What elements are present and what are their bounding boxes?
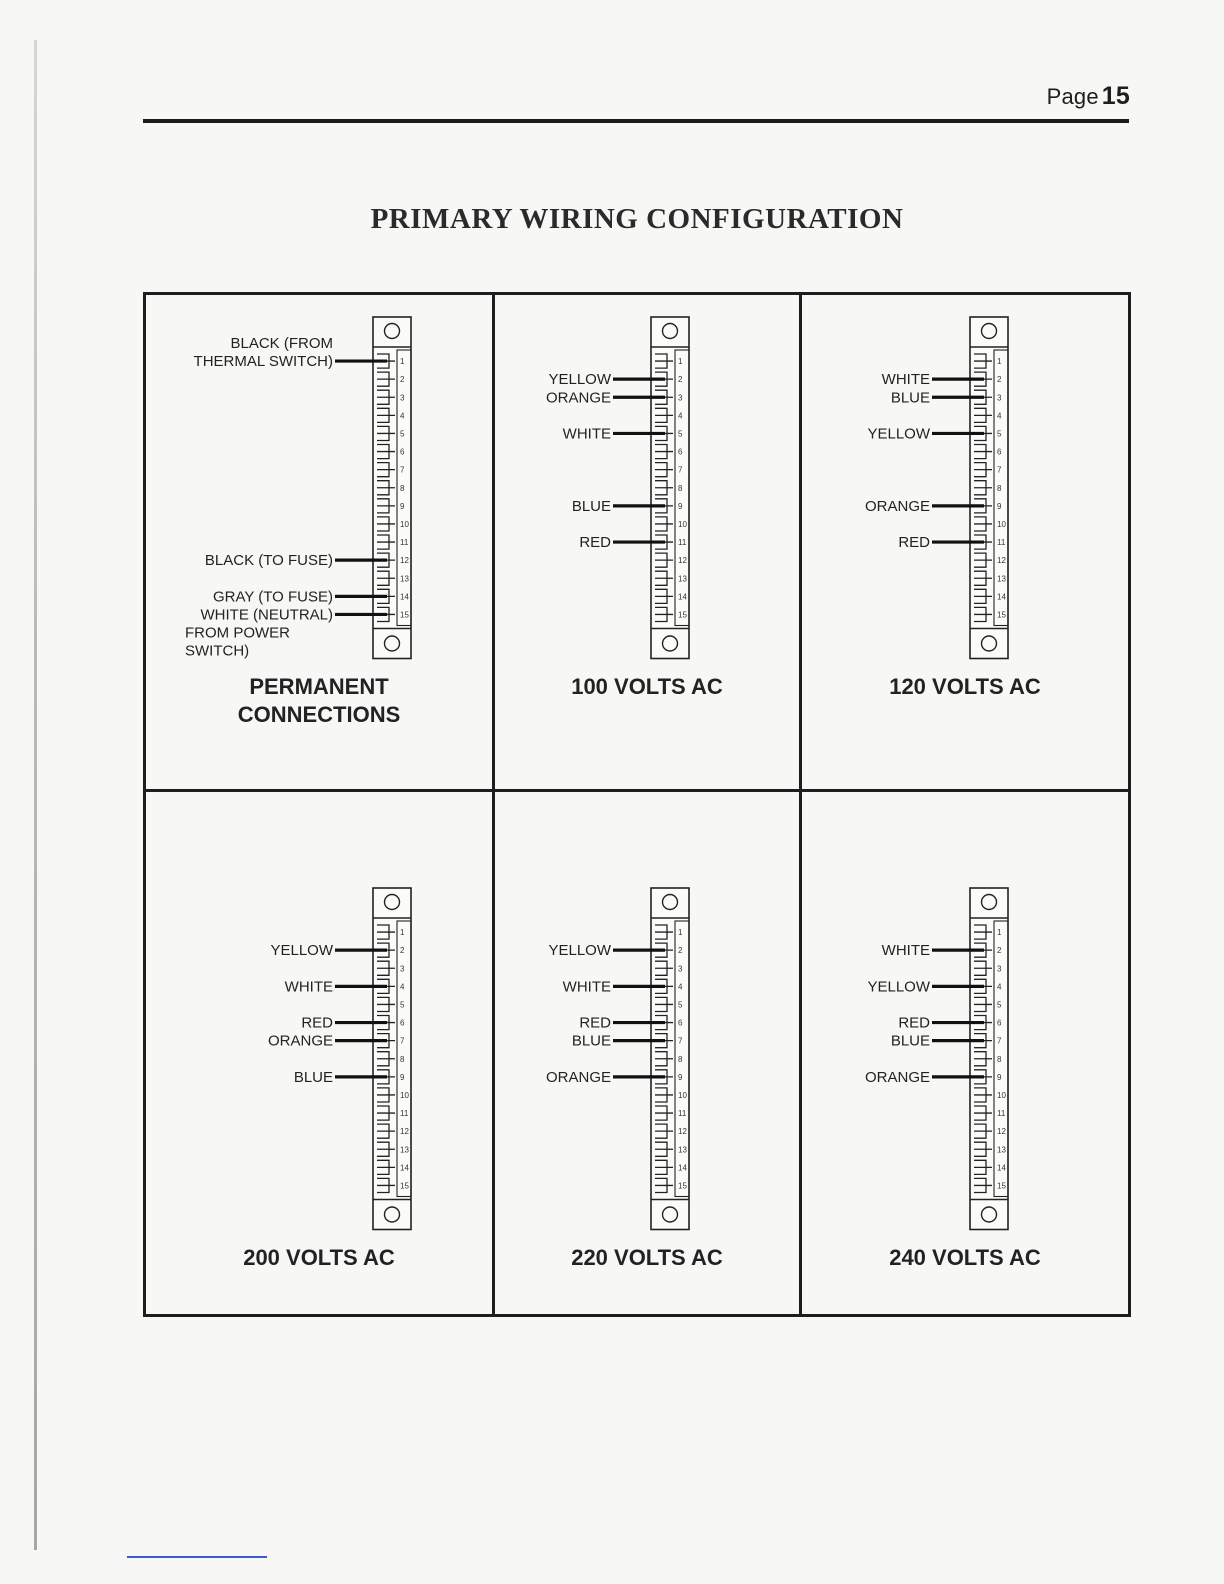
wire-label: WHITE (881, 371, 930, 389)
wire-label: WHITE (284, 978, 333, 996)
panel-caption: 240 VOLTS AC (889, 1245, 1041, 1270)
terminal-block-diagram (802, 295, 1128, 789)
terminal-block (373, 317, 411, 659)
wire (865, 498, 984, 515)
pin-number: 11 (400, 1109, 409, 1119)
wire-label: RED (898, 1014, 930, 1032)
panel-220-volts (495, 792, 799, 1314)
wire (882, 942, 984, 959)
panel-caption: 120 VOLTS AC (889, 674, 1041, 699)
panel-caption: PERMANENT CONNECTIONS (237, 674, 401, 727)
pin-number: 6 (678, 447, 683, 457)
pin-number: 5 (400, 429, 405, 439)
pin-number: 12 (678, 556, 687, 566)
pin-number: 4 (400, 982, 405, 992)
wire (563, 978, 665, 995)
pin-number: 13 (997, 574, 1006, 584)
pin-number: 2 (997, 946, 1002, 956)
wire (268, 1033, 387, 1050)
wire (563, 425, 665, 442)
pin-number: 15 (997, 1181, 1006, 1191)
wire-label: YELLOW (270, 942, 333, 960)
pin-number: 10 (997, 1090, 1006, 1100)
pin-number: 1 (997, 357, 1002, 367)
terminal-block (970, 888, 1008, 1230)
terminal-block (651, 317, 689, 659)
wire (285, 978, 387, 995)
page-number-value: 15 (1101, 82, 1130, 110)
terminal-block (373, 888, 411, 1230)
pin-number: 12 (678, 1127, 687, 1137)
panel-240-volts (802, 792, 1128, 1314)
pin-number: 11 (997, 1109, 1006, 1119)
pin-number: 4 (400, 411, 405, 421)
page-title: PRIMARY WIRING CONFIGURATION (370, 203, 904, 235)
wire-label: SWITCH) (185, 642, 250, 660)
wire-label: WHITE (562, 978, 611, 996)
wire-label: BLUE (571, 1032, 611, 1050)
pin-number: 2 (400, 375, 405, 385)
wire-label: BLUE (890, 389, 930, 407)
panel-caption: 100 VOLTS AC (571, 674, 723, 699)
pin-number: 14 (678, 1163, 687, 1173)
pin-number: 11 (400, 538, 409, 548)
pin-number: 12 (400, 1127, 409, 1137)
pin-number: 7 (400, 1036, 405, 1046)
wire-label: YELLOW (548, 371, 611, 389)
pin-number: 6 (997, 447, 1002, 457)
wire-label: THERMAL SWITCH) (193, 353, 333, 371)
pin-number: 15 (678, 610, 687, 620)
pin-number: 2 (400, 946, 405, 956)
pin-number: 5 (997, 429, 1002, 439)
pin-number: 5 (997, 1000, 1002, 1010)
wire-label: RED (301, 1014, 333, 1032)
wire (546, 1069, 665, 1086)
pin-number: 6 (678, 1018, 683, 1028)
pin-number: 10 (997, 519, 1006, 529)
wire-label: BLUE (890, 1032, 930, 1050)
pin-number: 11 (997, 538, 1006, 548)
pin-number: 9 (997, 1072, 1002, 1082)
page-label: Page (1046, 84, 1099, 109)
pin-number: 12 (997, 556, 1006, 566)
pin-number: 14 (678, 592, 687, 602)
pin-number: 3 (997, 393, 1002, 403)
pin-number: 9 (400, 1072, 405, 1082)
pin-number: 8 (678, 1054, 683, 1064)
wire-label: WHITE (562, 425, 611, 443)
panel-200-volts (146, 792, 492, 1314)
footer-link-underline (127, 1556, 267, 1558)
wire (867, 978, 984, 995)
wire (213, 588, 387, 605)
wire (548, 942, 665, 959)
pin-number: 12 (997, 1127, 1006, 1137)
pin-number: 4 (997, 411, 1002, 421)
wire (865, 1069, 984, 1086)
wire-label: YELLOW (548, 942, 611, 960)
pin-number: 7 (678, 1036, 683, 1046)
pin-number: 14 (997, 1163, 1006, 1173)
terminal-block-diagram (495, 295, 799, 789)
pin-number: 4 (678, 411, 683, 421)
header-rule (143, 119, 1129, 123)
pin-number: 5 (678, 429, 683, 439)
pin-number: 10 (678, 519, 687, 529)
pin-number: 8 (678, 483, 683, 493)
pin-number: 1 (997, 928, 1002, 938)
panel-100-volts (495, 295, 799, 789)
pin-number: 7 (400, 465, 405, 475)
terminal-block-diagram (495, 792, 799, 1314)
pin-number: 4 (997, 982, 1002, 992)
pin-number: 10 (678, 1090, 687, 1100)
wire (205, 552, 387, 569)
wire (546, 389, 665, 406)
wire-label: WHITE (NEUTRAL) (200, 606, 333, 624)
wire-label: GRAY (TO FUSE) (212, 588, 333, 606)
pin-number: 12 (400, 556, 409, 566)
pin-number: 8 (997, 483, 1002, 493)
wire-label: YELLOW (867, 425, 930, 443)
panel-120-volts (802, 295, 1128, 789)
terminal-block-diagram (802, 792, 1128, 1314)
wire-label: YELLOW (867, 978, 930, 996)
binding-edge (34, 40, 37, 1550)
panel-permanent-connections (146, 295, 492, 789)
panel-caption: 200 VOLTS AC (243, 1245, 395, 1270)
wire-label: RED (898, 534, 930, 552)
pin-number: 5 (400, 1000, 405, 1010)
pin-number: 3 (997, 964, 1002, 974)
pin-number: 15 (997, 610, 1006, 620)
wire-label: ORANGE (545, 389, 611, 407)
pin-number: 7 (678, 465, 683, 475)
pin-number: 1 (678, 357, 683, 367)
pin-number: 5 (678, 1000, 683, 1010)
page-number (1047, 82, 1130, 111)
wire (194, 335, 387, 370)
pin-number: 14 (400, 592, 409, 602)
pin-number: 14 (400, 1163, 409, 1173)
pin-number: 8 (997, 1054, 1002, 1064)
wire-label: BLUE (293, 1068, 333, 1086)
pin-number: 13 (678, 1145, 687, 1155)
pin-number: 6 (400, 1018, 405, 1028)
pin-number: 8 (400, 483, 405, 493)
pin-number: 2 (678, 946, 683, 956)
wire-label: BLACK (FROM (230, 335, 333, 353)
wire-label: ORANGE (545, 1068, 611, 1086)
pin-number: 7 (997, 465, 1002, 475)
pin-number: 1 (678, 928, 683, 938)
pin-number: 7 (997, 1036, 1002, 1046)
pin-number: 10 (400, 519, 409, 529)
panel-caption: 220 VOLTS AC (571, 1245, 723, 1270)
pin-number: 10 (400, 1090, 409, 1100)
wire-label: BLACK (TO FUSE) (204, 552, 333, 570)
pin-number: 14 (997, 592, 1006, 602)
wire-label: ORANGE (864, 1068, 930, 1086)
pin-number: 3 (678, 393, 683, 403)
wire-label: WHITE (881, 942, 930, 960)
wire (882, 371, 984, 388)
pin-number: 11 (678, 538, 687, 548)
terminal-block (651, 888, 689, 1230)
pin-number: 9 (678, 501, 683, 511)
wire (270, 942, 387, 959)
wire (548, 371, 665, 388)
pin-number: 15 (400, 610, 409, 620)
pin-number: 13 (400, 1145, 409, 1155)
wire (867, 425, 984, 442)
terminal-block (970, 317, 1008, 659)
pin-number: 1 (400, 928, 405, 938)
wire-label: FROM POWER (185, 624, 290, 642)
pin-number: 15 (678, 1181, 687, 1191)
wire-label: ORANGE (267, 1032, 333, 1050)
pin-number: 3 (400, 393, 405, 403)
pin-number: 6 (400, 447, 405, 457)
pin-number: 13 (400, 574, 409, 584)
wire-label: BLUE (571, 497, 611, 515)
pin-number: 2 (997, 375, 1002, 385)
wiring-grid (143, 292, 1131, 1317)
terminal-block-diagram (146, 792, 492, 1314)
pin-number: 1 (400, 357, 405, 367)
wire-label: ORANGE (864, 497, 930, 515)
pin-number: 13 (678, 574, 687, 584)
pin-number: 3 (400, 964, 405, 974)
pin-number: 9 (678, 1072, 683, 1082)
wire (185, 606, 387, 659)
pin-number: 6 (997, 1018, 1002, 1028)
pin-number: 15 (400, 1181, 409, 1191)
pin-number: 8 (400, 1054, 405, 1064)
pin-number: 9 (997, 501, 1002, 511)
wire-label: RED (579, 1014, 611, 1032)
pin-number: 13 (997, 1145, 1006, 1155)
pin-number: 9 (400, 501, 405, 511)
pin-number: 2 (678, 375, 683, 385)
pin-number: 3 (678, 964, 683, 974)
pin-number: 4 (678, 982, 683, 992)
pin-number: 11 (678, 1109, 687, 1119)
wire-label: RED (579, 534, 611, 552)
